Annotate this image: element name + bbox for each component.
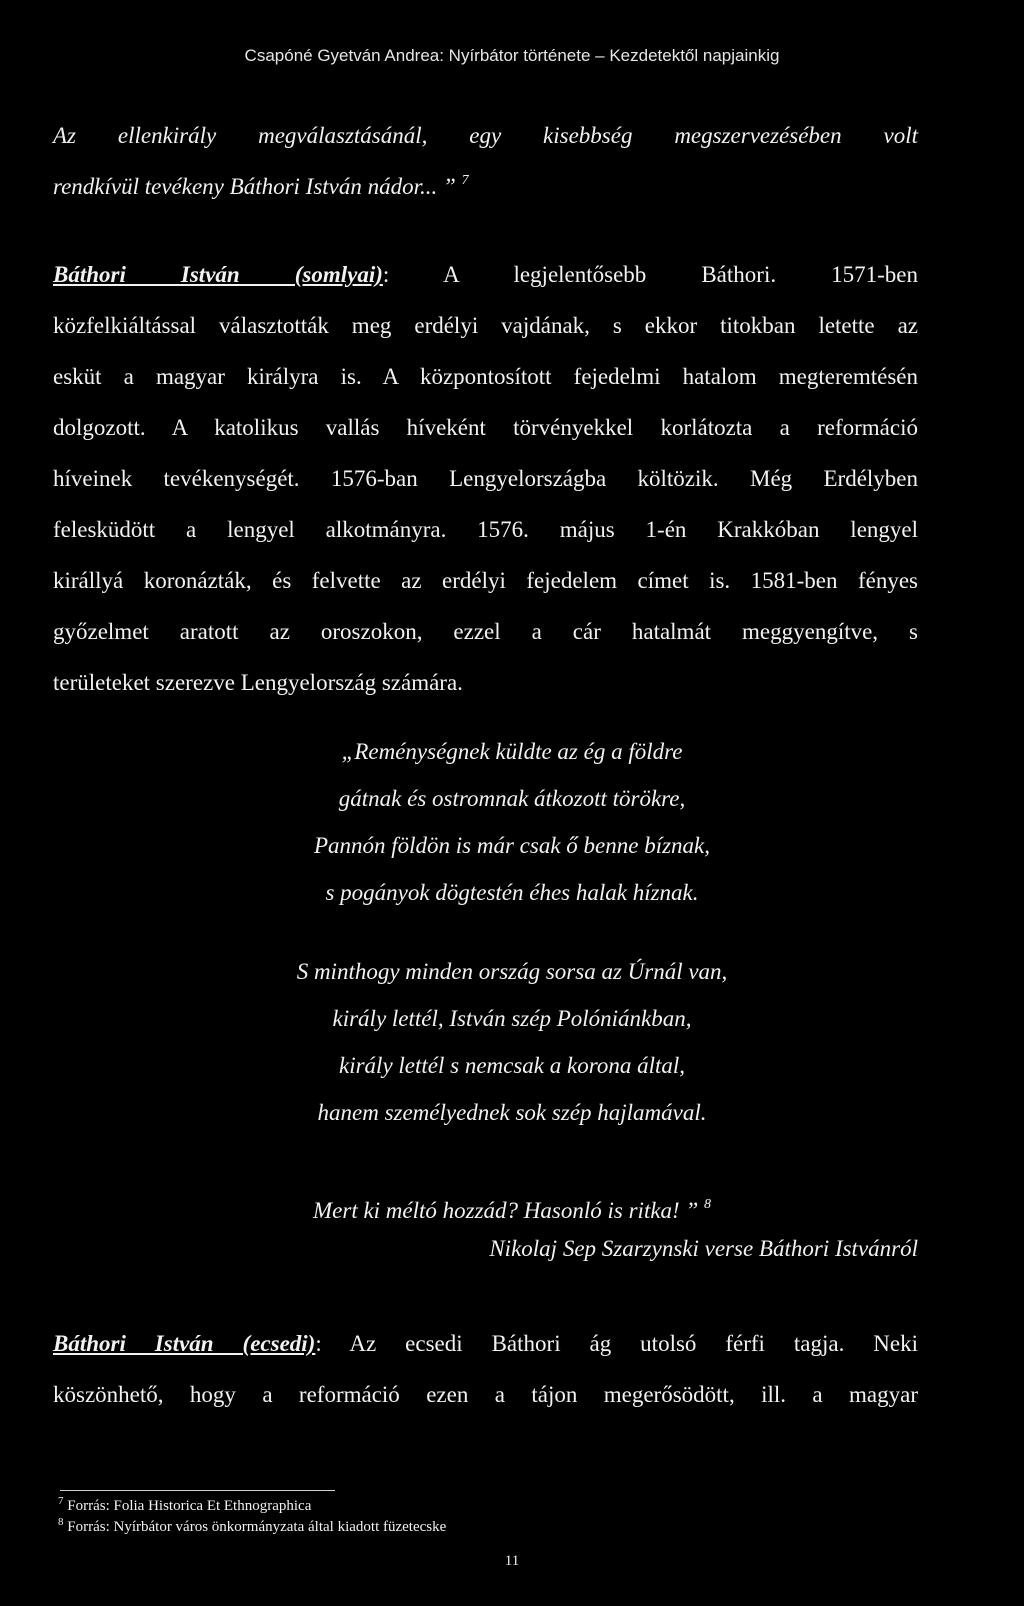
para1-line-6: felesküdött a lengyel alkotmányra. 1576. május 1-én Krakkóban lengyel [53, 517, 918, 542]
footnote-text: Forrás: Folia Historica Et Ethnographica [67, 1498, 312, 1514]
para1-line-4: dolgozott. A katolikus vallás híveként törvényekkel korlátozta a reformáció [53, 415, 918, 440]
para1-line-2: közfelkiáltással választották meg erdélyi vajdának, s ekkor titokban letette az [53, 313, 918, 338]
paragraph-bathori-ecsedi [53, 1318, 918, 1420]
para1-line-1 [53, 249, 918, 300]
footnotes [58, 1496, 446, 1538]
poem-line: Pannón földön is már csak ő benne bíznak, [313, 833, 711, 858]
poem-closing-line [0, 1187, 1024, 1234]
para2-line-2: köszönhető, hogy a reformáció ezen a tájon megerősödött, ill. a magyar [53, 1382, 918, 1407]
poem-stanza-2 [0, 948, 1024, 1136]
footnote-text: Forrás: Nyírbátor város önkormányzata által kiadott füzetecske [67, 1519, 447, 1535]
poem-line: király lettél, István szép Polóniánkban, [332, 1006, 692, 1031]
footnote-number: 8 [58, 1516, 64, 1528]
footnote-ref-7: 7 [461, 173, 469, 188]
footnote-ref-8: 8 [704, 1197, 711, 1212]
poem-line: S minthogy minden ország sorsa az Úrnál van, [296, 959, 728, 984]
intro-line-2 [53, 174, 469, 199]
poem-stanza-1 [0, 728, 1024, 916]
para1-line-3: esküt a magyar királyra is. A központosított fejedelmi hatalom megteremtésén [53, 364, 918, 389]
para2-line-1 [53, 1318, 918, 1369]
para1-line-5: híveinek tevékenységét. 1576-ban Lengyelországba költözik. Még Erdélyben [53, 466, 918, 491]
running-header: Csapóné Gyetván Andrea: Nyírbátor története – Kezdetektől napjainkig [244, 46, 780, 65]
poem-line: hanem személyednek sok szép hajlamával. [317, 1100, 707, 1125]
poem-line: gátnak és ostromnak átkozott törökre, [338, 786, 686, 811]
para2-line-1-text: : Az ecsedi Báthori ág utolsó férfi tagja. Neki [315, 1331, 918, 1356]
poem-closing-text: Mert ki méltó hozzád? Hasonló is ritka! ” [313, 1198, 699, 1223]
poem-line: „Reménységnek küldte az ég a földre [341, 739, 683, 764]
footnote-8 [58, 1517, 446, 1538]
poem-attribution: Nikolaj Sep Szarzynski verse Báthori Istvánról [489, 1236, 918, 1261]
footnote-7 [58, 1496, 446, 1517]
para1-line-7: királlyá koronázták, és felvette az erdélyi fejedelem címet is. 1581-ben fényes [53, 568, 918, 593]
intro-quote [53, 110, 918, 212]
para1-line-9: területeket szerezve Lengyelország számára. [53, 670, 463, 695]
intro-line-2-text: rendkívül tevékeny Báthori István nádor... ” [53, 174, 456, 199]
para1-line-8: győzelmet aratott az oroszokon, ezzel a cár hatalmát meggyengítve, s [53, 619, 918, 644]
footnote-number: 7 [58, 1495, 64, 1507]
poem-line: s pogányok dögtestén éhes halak híznak. [325, 880, 699, 905]
page-number: 11 [504, 1553, 520, 1569]
name-bathori-ecsedi: Báthori István (ecsedi) [53, 1331, 316, 1356]
intro-line-1: Az ellenkirály megválasztásánál, egy kisebbség megszervezésében volt [53, 123, 918, 148]
poem-line: király lettél s nemcsak a korona által, [339, 1053, 685, 1078]
footnote-divider [60, 1490, 335, 1491]
name-bathori-somlyai: Báthori István (somlyai) [53, 262, 383, 287]
paragraph-bathori-somlyai [53, 249, 918, 708]
para1-line-1-text: : A legjelentősebb Báthori. 1571-ben [382, 262, 918, 287]
